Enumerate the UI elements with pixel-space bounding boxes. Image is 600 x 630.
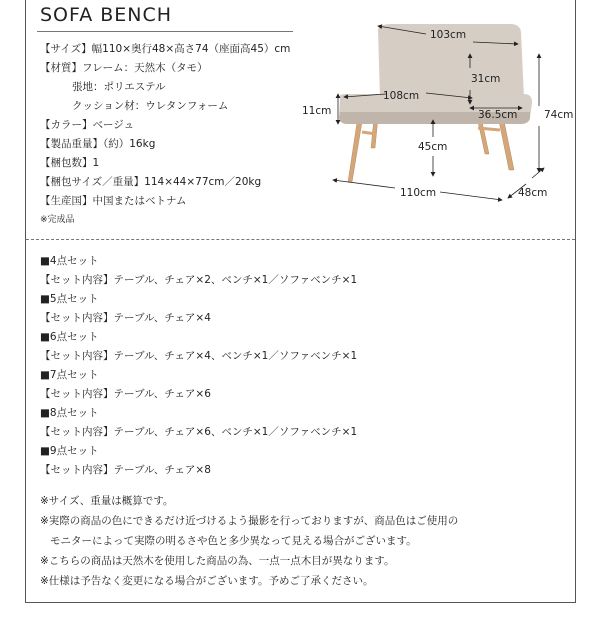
note-color-1: ※実際の商品の色にできるだけ近づけるよう撮影を行っておりますが、商品色はご使用の [40,515,459,527]
set-5-contents: 【セット内容】テーブル、チェア×4 [40,312,211,324]
dim-seat-thickness: 11cm [302,105,332,117]
dim-back-width: 103cm [430,29,467,41]
set-7-contents: 【セット内容】テーブル、チェア×6 [40,388,211,400]
sofa-bench-diagram [300,24,590,224]
set-6-contents: 【セット内容】テーブル、チェア×4、ベンチ×1／ソファベンチ×1 [40,350,358,362]
section-divider [26,239,575,240]
notes-list [40,491,458,591]
spec-color: 【カラー】ベージュ [40,119,135,131]
spec-assembled-note: ※完成品 [40,215,75,225]
set-list [40,252,357,480]
set-9-name: ■9点セット [40,445,99,457]
spec-material-cushion: クッション材：ウレタンフォーム [72,100,229,112]
set-8-contents: 【セット内容】テーブル、チェア×6、ベンチ×1／ソファベンチ×1 [40,426,358,438]
sofa-dimension-drawing [300,24,590,224]
note-spec-change: ※仕様は予告なく変更になる場合がございます。予めご了承ください。 [40,575,374,587]
set-9-contents: 【セット内容】テーブル、チェア×8 [40,464,211,476]
spec-origin: 【生産国】中国またはベトナム [40,195,187,207]
title-underline [37,31,293,32]
dim-total-width: 110cm [400,187,437,199]
spec-size: 【サイズ】幅110×奥行48×高さ74（座面高45）cm [40,43,291,55]
set-6-name: ■6点セット [40,331,99,343]
set-4-name: ■4点セット [40,255,99,267]
spec-material-frame: 【材質】フレーム：天然木（タモ） [40,62,208,74]
set-4-contents: 【セット内容】テーブル、チェア×2、ベンチ×1／ソファベンチ×1 [40,274,358,286]
spec-package-count: 【梱包数】1 [40,157,100,169]
spec-package-size: 【梱包サイズ／重量】114×44×77cm／20kg [40,176,262,188]
dim-total-depth: 48cm [518,187,548,199]
spec-list [40,40,290,230]
note-size-approx: ※サイズ、重量は概算です。 [40,495,174,507]
dim-seat-width: 108cm [383,90,420,102]
note-natural-wood: ※こちらの商品は天然木を使用した商品の為、一点一点木目が異なります。 [40,555,395,567]
page-title: SOFA BENCH [40,4,173,26]
dim-seat-depth: 36.5cm [478,109,518,121]
spec-weight: 【製品重量】（約）16kg [40,138,156,150]
note-color-2: モニターによって実際の明るさや色と多少異なって見える場合がございます。 [50,535,417,547]
dim-seat-height: 45cm [418,141,448,153]
dim-back-height: 31cm [471,73,501,85]
set-7-name: ■7点セット [40,369,99,381]
set-5-name: ■5点セット [40,293,99,305]
dim-total-height: 74cm [544,109,574,121]
spec-material-upholstery: 張地：ポリエステル [72,81,166,93]
set-8-name: ■8点セット [40,407,99,419]
